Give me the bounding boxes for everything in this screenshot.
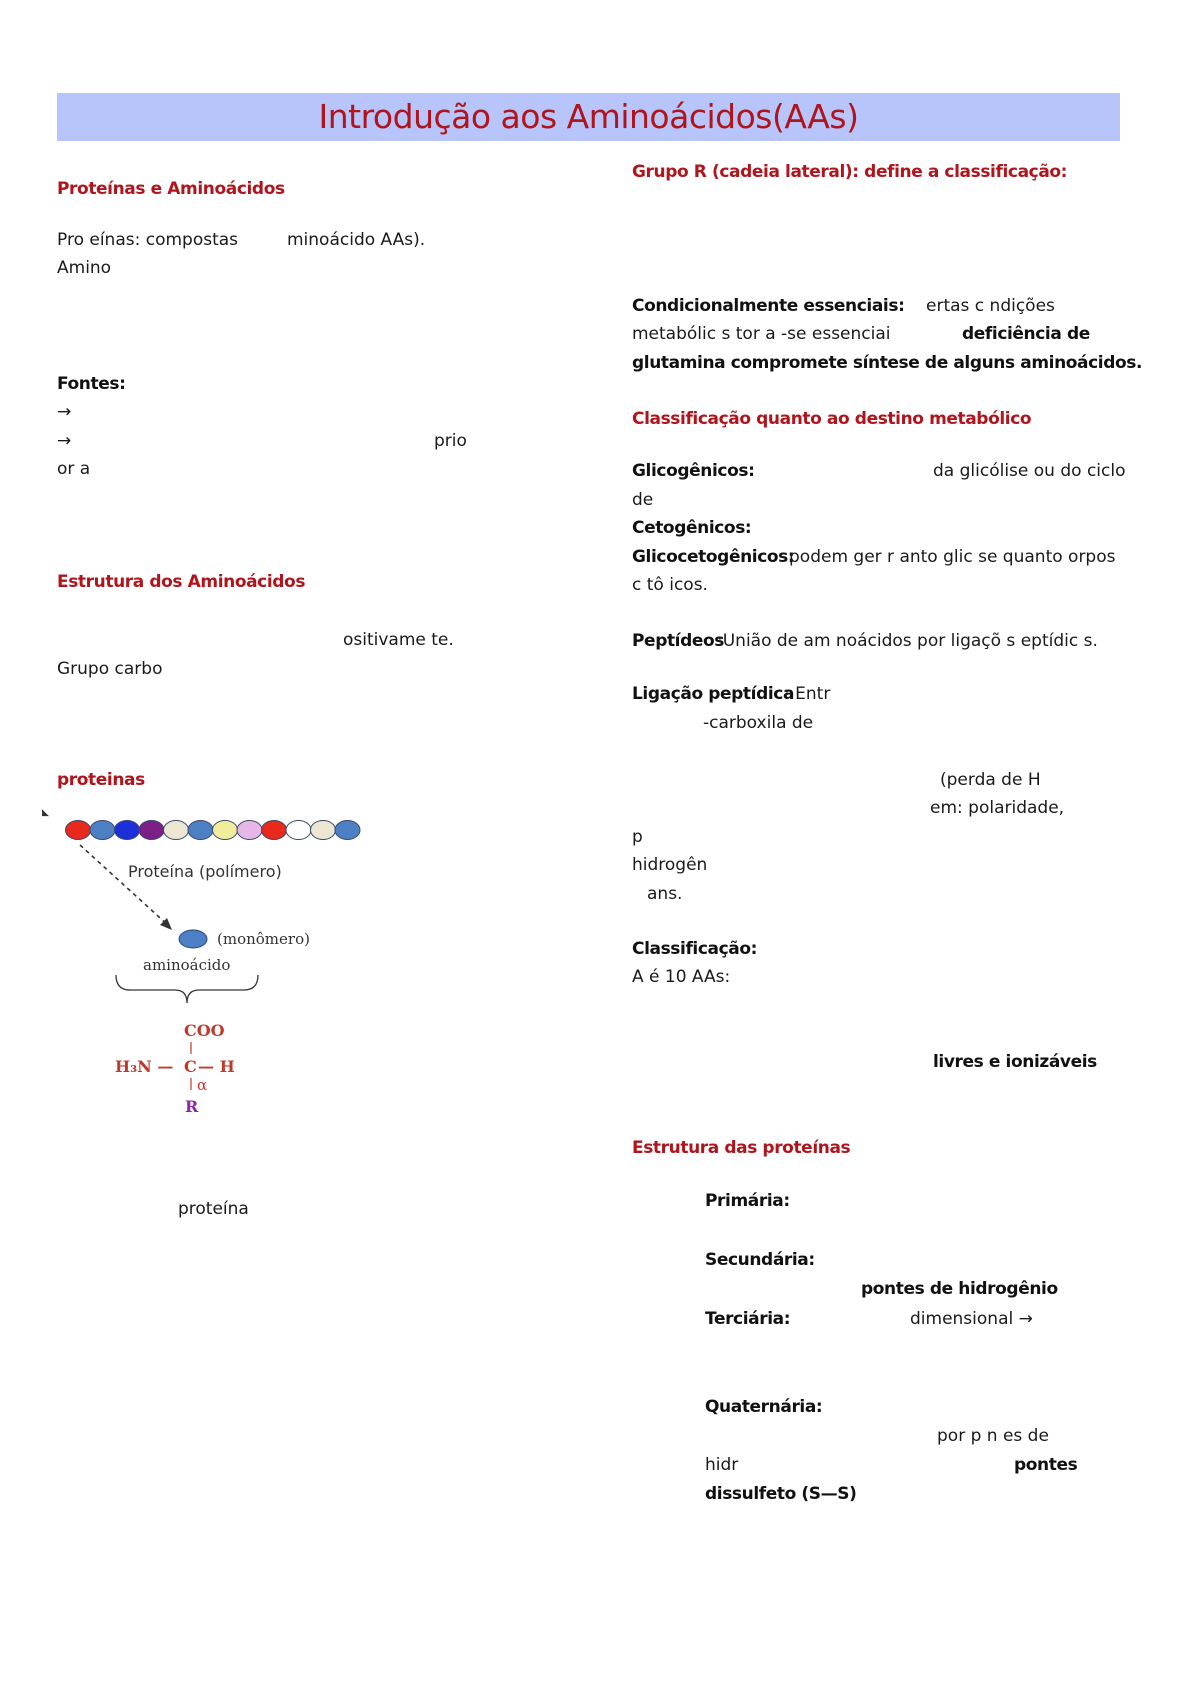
label-glicocetogenicos: Glicocetogênicos: xyxy=(632,547,795,567)
bead-chain xyxy=(66,821,361,840)
text-positivamente: ositivame te. xyxy=(343,630,454,650)
heading-destino-metabolico: Classificação quanto ao destino metabólico xyxy=(632,409,1032,429)
bead xyxy=(335,821,360,840)
text-amino: Amino xyxy=(57,258,112,278)
heading-proteinas: proteinas xyxy=(57,770,145,790)
label-secundaria: Secundária: xyxy=(705,1250,815,1270)
label-ligacao-peptidica: Ligação peptídica xyxy=(632,684,795,704)
bead xyxy=(213,821,238,840)
text-grupo-carbo: Grupo carbo xyxy=(57,659,163,679)
text-proteinas-compostas: Pro eínas: compostas xyxy=(57,230,239,250)
label-glicogenicos: Glicogênicos: xyxy=(632,461,755,481)
label-r: R xyxy=(185,1097,199,1116)
protein-polymer-figure xyxy=(60,815,380,1130)
label-polimero: Proteína (polímero) xyxy=(128,862,282,881)
bead xyxy=(262,821,287,840)
dashed-arrow-head xyxy=(160,918,172,930)
label-h: — H xyxy=(198,1057,235,1076)
text-peptideos: :União de am noácidos por ligaçõ s eptídic s. xyxy=(717,631,1098,651)
text-tridimensional: dimensional → xyxy=(910,1309,1033,1329)
text-dissulfeto: dissulfeto (S—S) xyxy=(705,1484,857,1504)
text-por-pontes: por p n es de xyxy=(937,1426,1049,1446)
brace xyxy=(116,975,258,1003)
heading-estrutura-proteinas: Estrutura das proteínas xyxy=(632,1138,851,1158)
label-monomero: (monômero) xyxy=(217,930,310,948)
text-aminoacidos: minoácido AAs). xyxy=(287,230,426,250)
bead xyxy=(237,821,262,840)
label-fontes: Fontes: xyxy=(57,374,126,394)
label-terciaria: Terciária: xyxy=(705,1309,791,1329)
text-hidrogen: hidrogên xyxy=(632,855,708,875)
text-polaridade: em: polaridade, xyxy=(930,798,1065,818)
text-podem-gerar: podem ger r anto glic se quanto orpos xyxy=(789,547,1116,567)
dashed-arrow-line xyxy=(80,845,170,927)
text-cetonicos: c tô icos. xyxy=(632,575,708,595)
heading-grupo-r: Grupo R (cadeia lateral): define a classificação: xyxy=(632,162,1068,182)
label-coo: COO xyxy=(184,1021,225,1040)
arrow-2: → xyxy=(57,431,72,451)
text-pontes-hidrogenio: pontes de hidrogênio xyxy=(861,1279,1058,1299)
text-p: p xyxy=(632,827,643,847)
label-cetogenicos: Cetogênicos: xyxy=(632,518,752,538)
text-or-a: or a xyxy=(57,459,91,479)
small-mark: ◣ xyxy=(42,808,49,818)
text-pontes: pontes xyxy=(1014,1455,1078,1475)
heading-proteinas-aminoacidos: Proteínas e Aminoácidos xyxy=(57,179,285,199)
bead xyxy=(90,821,115,840)
label-quaternaria: Quaternária: xyxy=(705,1397,823,1417)
text-glutamina: glutamina compromete síntese de alguns aminoácidos. xyxy=(632,353,1143,373)
bead xyxy=(188,821,213,840)
bead xyxy=(66,821,91,840)
text-ans: ans. xyxy=(647,884,683,904)
arrow-1: → xyxy=(57,402,72,422)
label-primaria: Primária: xyxy=(705,1191,790,1211)
text-perda-de-h: (perda de H xyxy=(940,770,1041,790)
text-deficiencia: deficiência de xyxy=(962,324,1090,344)
bead xyxy=(164,821,189,840)
text-de: de xyxy=(632,490,654,510)
text-entre: : Entr xyxy=(784,684,831,704)
heading-estrutura-aminoacidos: Estrutura dos Aminoácidos xyxy=(57,572,306,592)
label-classificacao: Classificação: xyxy=(632,939,758,959)
text-metabolicas: metabólic s tor a -se essenciai xyxy=(632,324,891,344)
label-aminoacido: aminoácido xyxy=(143,956,231,974)
text-10-aas: A é 10 AAs: xyxy=(632,967,731,987)
bead xyxy=(286,821,311,840)
label-c-alpha-carbon: C xyxy=(184,1057,197,1076)
title-bar xyxy=(57,93,1120,141)
text-hidr: hidr xyxy=(705,1455,739,1475)
page-title: Introdução aos Aminoácidos(AAs) xyxy=(318,97,859,136)
label-alpha: α xyxy=(197,1076,208,1094)
label-condicionalmente-essenciais: Condicionalmente essenciais: xyxy=(632,296,905,316)
monomer-bead xyxy=(179,930,207,948)
text-glicolise: da glicólise ou do ciclo xyxy=(933,461,1126,481)
bead xyxy=(115,821,140,840)
bead xyxy=(139,821,164,840)
label-peptideos: Peptídeos xyxy=(632,631,725,651)
text-certas-condicoes: ertas c ndições xyxy=(926,296,1055,316)
label-h3n: H₃N — xyxy=(115,1057,174,1076)
text-carboxila: -carboxila de xyxy=(703,713,814,733)
bead xyxy=(311,821,336,840)
text-livres-ionizaveis: livres e ionizáveis xyxy=(933,1052,1097,1072)
text-prio: prio xyxy=(434,431,467,451)
text-proteina: proteína xyxy=(178,1199,249,1219)
